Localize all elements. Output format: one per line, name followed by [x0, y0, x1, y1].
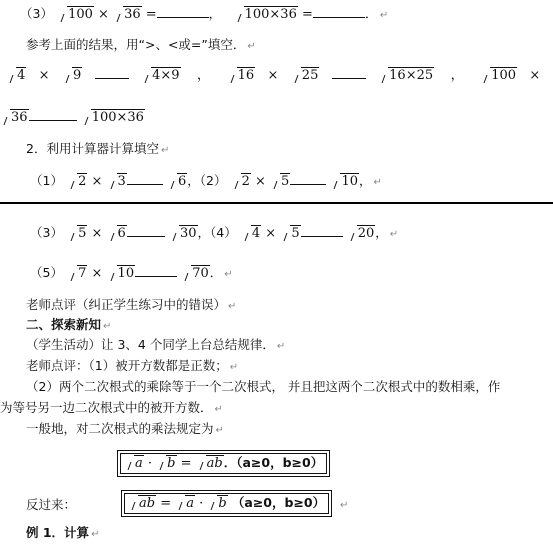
- answer-blank[interactable]: [127, 224, 165, 237]
- sqrt-100x36: 100×36: [235, 6, 298, 24]
- answer-blank[interactable]: [157, 5, 209, 18]
- answer-blank[interactable]: [313, 5, 365, 18]
- sqrt-36b: 36: [1, 109, 29, 127]
- sqrt-3: 3: [108, 173, 127, 191]
- sqrt-4b: 4: [242, 225, 261, 243]
- answer-blank[interactable]: [135, 264, 177, 277]
- sqrt-4: 4: [7, 67, 26, 85]
- compare-row-1: 4 × 9 4×9 ， 16 × 25 16×25 ， 100 ×: [6, 66, 540, 85]
- calc-row-2: （3） 5 × 6 30，（4） 4 × 5 20， ↵: [30, 225, 399, 241]
- teacher-comment-1: 老师点评：（1）被开方数都是正数； ↵: [26, 358, 239, 373]
- sqrt-2: 2: [68, 173, 87, 191]
- multiplication-rule-box: a · b = ab．（a≥0，b≥0）: [117, 450, 330, 477]
- section-heading-explore: 二、探索新知 ↵: [26, 317, 112, 332]
- sqrt-a: a: [125, 454, 144, 474]
- section-2-title: 2．利用计算器计算填空 ↵: [26, 141, 170, 156]
- calc-row-3: （5） 7 × 10 70． ↵: [30, 265, 233, 281]
- sqrt-2b: 2: [232, 173, 251, 191]
- q3-line: （3） 100 × 36 = ， 100×36 = ． ↵: [20, 6, 389, 22]
- sqrt-70: 70: [182, 265, 210, 283]
- sqrt-30: 30: [170, 225, 198, 243]
- compare-blank[interactable]: [95, 66, 129, 79]
- general-rule-intro: 一般地，对二次根式的乘法规定为 ↵: [26, 421, 224, 436]
- sqrt-6: 6: [168, 173, 187, 191]
- sqrt-36: 36: [114, 6, 142, 24]
- compare-blank[interactable]: [29, 108, 77, 121]
- sqrt-100x36b: 100×36: [82, 109, 145, 127]
- sqrt-5: 5: [271, 173, 290, 191]
- answer-blank[interactable]: [127, 172, 163, 185]
- compare-row-2: [0, 108, 145, 127]
- sqrt-10: 10: [331, 173, 359, 191]
- page-divider: [0, 202, 553, 204]
- answer-blank[interactable]: [301, 224, 343, 237]
- student-activity: （学生活动）让 3、4 个同学上台总结规律． ↵: [26, 337, 286, 352]
- sqrt-9: 9: [63, 67, 82, 85]
- sqrt-b: b: [157, 454, 176, 474]
- sqrt-100b: 100: [481, 67, 517, 85]
- teacher-review: 老师点评（纠正学生练习中的错误） ↵: [26, 297, 237, 312]
- instruction: 参考上面的结果，用“>、<或=”填空． ↵: [26, 37, 256, 52]
- sqrt-a-2: a: [176, 494, 195, 514]
- reverse-label: 反过来：: [26, 497, 77, 512]
- sqrt-10b: 10: [108, 265, 136, 283]
- compare-blank[interactable]: [332, 66, 366, 79]
- sqrt-7: 7: [68, 265, 87, 283]
- para-mark: ↵: [340, 500, 349, 511]
- sqrt-5b: 5: [68, 225, 87, 243]
- sqrt-4x9: 4×9: [142, 67, 180, 85]
- teacher-comment-3: 为等号另一边二次根式中的被开方数． ↵: [0, 400, 223, 415]
- sqrt-b-2: b: [208, 494, 227, 514]
- sqrt-ab: ab: [197, 454, 224, 474]
- sqrt-ab-2: ab: [129, 494, 156, 514]
- sqrt-25: 25: [292, 67, 320, 85]
- reverse-rule-box: ab = a · b （a≥0，b≥0）: [121, 490, 332, 517]
- example-1-title: 例 1．计算 ↵: [26, 525, 100, 540]
- sqrt-20: 20: [348, 225, 376, 243]
- sqrt-6b: 6: [108, 225, 127, 243]
- sqrt-16: 16: [228, 67, 256, 85]
- teacher-comment-2: （2）两个二次根式的乘除等于一个二次根式， 并且把这两个二次根式中的数相乘，作: [26, 379, 501, 394]
- answer-blank[interactable]: [290, 172, 326, 185]
- calc-row-1: （1） 2 × 3 6，（2） 2 × 5 10， ↵: [30, 173, 382, 189]
- sqrt-16x25: 16×25: [379, 67, 434, 85]
- sqrt-100: 100: [58, 6, 94, 24]
- sqrt-5c: 5: [281, 225, 300, 243]
